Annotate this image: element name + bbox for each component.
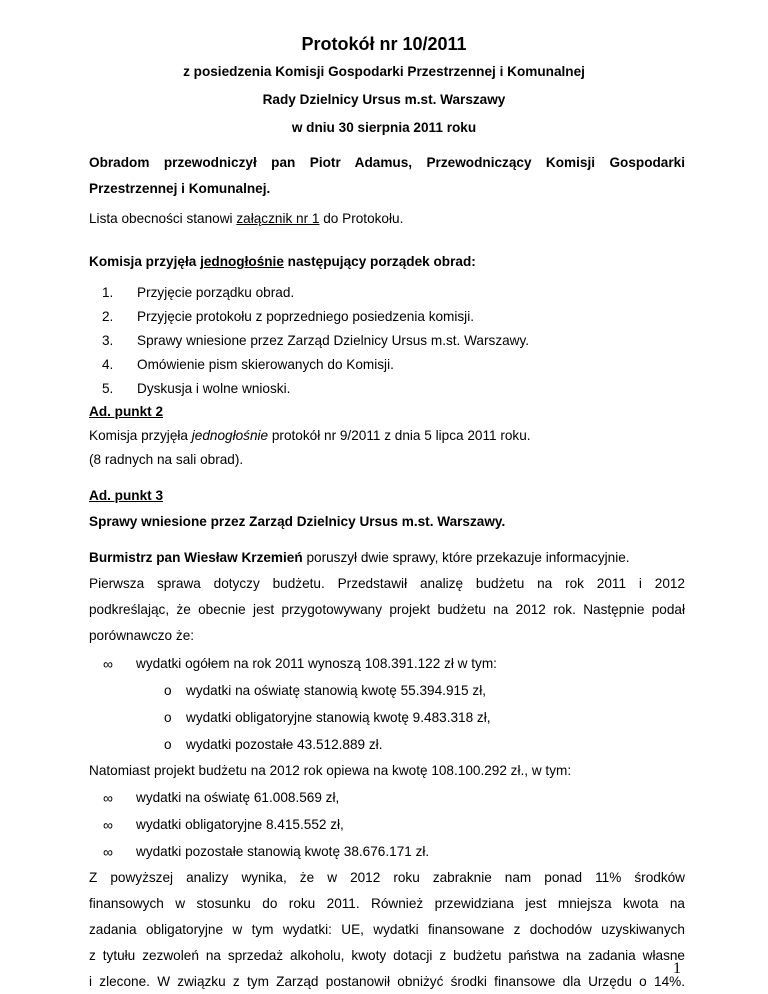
attendance-post: do Protokołu. <box>319 211 404 226</box>
agenda-item-number: 2. <box>102 309 114 324</box>
circle-bullet-icon: o <box>164 737 172 752</box>
sub-bullet-item <box>164 683 684 703</box>
point-3-heading: Ad. punkt 3 <box>89 488 164 503</box>
infinity-bullet-icon: ∞ <box>103 844 113 860</box>
agenda-item <box>89 357 689 377</box>
agenda-item <box>89 333 689 353</box>
sub-bullet-text: wydatki obligatoryjne stanowią kwotę 9.483.318 zł, <box>186 710 491 725</box>
analysis-line-3: zadania obligatoryjne w tym wydatki: UE, wydatki finansowane z dochodów uzyskiwanych <box>89 922 685 937</box>
bullet-item <box>103 817 683 837</box>
agenda-item-number: 5. <box>102 381 114 396</box>
attendance-line <box>89 211 685 226</box>
agenda-lead-post: następujący porządek obrad: <box>283 254 476 269</box>
sub-bullet-text: wydatki pozostałe 43.512.889 zł. <box>186 737 383 752</box>
point-2-pre: Komisja przyjęła <box>89 428 192 443</box>
infinity-bullet-icon: ∞ <box>103 817 113 833</box>
point-2-post: protokół nr 9/2011 z dnia 5 lipca 2011 roku. <box>268 428 531 443</box>
point-3-subheading: Sprawy wniesione przez Zarząd Dzielnicy Ursus m.st. Warszawy. <box>89 514 506 529</box>
circle-bullet-icon: o <box>164 683 172 698</box>
subtitle-line-1: z posiedzenia Komisji Gospodarki Przestrzennej i Komunalnej <box>183 64 585 79</box>
infinity-bullet-icon: ∞ <box>103 790 113 806</box>
subtitle-line-2: Rady Dzielnicy Ursus m.st. Warszawy <box>262 92 506 107</box>
agenda-item-text: Omówienie pism skierowanych do Komisji. <box>137 357 394 372</box>
point-2-line-2: (8 radnych na sali obrad). <box>89 452 244 467</box>
agenda-item-number: 3. <box>102 333 114 348</box>
mayor-name: Burmistrz pan Wiesław Krzemień <box>89 550 303 565</box>
budget-para-line-3: porównawczo że: <box>89 628 195 643</box>
infinity-bullet-icon: ∞ <box>103 656 113 672</box>
analysis-line-2: finansowych w stosunku do roku 2011. Również przewidziana jest mniejsza kwota na <box>89 896 685 911</box>
budget-para-line-2: podkreślając, że obecnie jest przygotowywany projekt budżetu na 2012 rok. Następnie podał <box>89 602 685 617</box>
mayor-rest: poruszył dwie sprawy, które przekazuje informacyjnie. <box>302 550 630 565</box>
chair-line-2: Przestrzennej i Komunalnej. <box>89 181 271 196</box>
bullet-text: wydatki pozostałe stanowią kwotę 38.676.171 zł. <box>136 844 430 859</box>
bullet-item <box>103 844 683 864</box>
project-budget-line: Natomiast projekt budżetu na 2012 rok opiewa na kwotę 108.100.292 zł., w tym: <box>89 763 572 778</box>
attachment-link[interactable]: załącznik nr 1 <box>236 211 320 226</box>
circle-bullet-icon: o <box>164 710 172 725</box>
analysis-line-5: i zlecone. W związku z tym Zarząd postanowił obniżyć środki finansowe dla Urzędu o 14%. <box>89 974 685 989</box>
budget-para-line-1: Pierwsza sprawa dotyczy budżetu. Przedstawił analizę budżetu na rok 2011 i 2012 <box>89 576 685 591</box>
agenda-lead <box>89 254 685 269</box>
document-title: Protokół nr 10/2011 <box>301 34 467 54</box>
agenda-item-number: 4. <box>102 357 114 372</box>
bullet-item <box>103 790 683 810</box>
sub-bullet-item <box>164 737 684 757</box>
agenda-item-text: Przyjęcie protokołu z poprzedniego posiedzenia komisji. <box>137 309 475 324</box>
mayor-line <box>89 550 685 565</box>
analysis-line-1: Z powyższej analizy wynika, że w 2012 roku zabraknie nam ponad 11% środków <box>89 870 685 885</box>
sub-bullet-item <box>164 710 684 730</box>
agenda-item-text: Sprawy wniesione przez Zarząd Dzielnicy Ursus m.st. Warszawy. <box>137 333 530 348</box>
point-2-line-1 <box>89 428 685 443</box>
bullet-text: wydatki obligatoryjne 8.415.552 zł, <box>136 817 344 832</box>
sub-bullet-text: wydatki na oświatę stanowią kwotę 55.394.915 zł, <box>186 683 486 698</box>
analysis-line-4: z tytułu zezwoleń na sprzedaż alkoholu, kwoty dotacji z budżetu państwa na zadania własne <box>89 948 685 963</box>
agenda-item-number: 1. <box>102 285 114 300</box>
agenda-lead-pre: Komisja przyjęła <box>89 254 201 269</box>
page-number: 1 <box>673 960 681 977</box>
agenda-item <box>89 309 689 329</box>
subtitle-line-3: w dniu 30 sierpnia 2011 roku <box>291 120 477 135</box>
bullet-text: wydatki na oświatę 61.008.569 zł, <box>136 790 340 805</box>
attendance-pre: Lista obecności stanowi <box>89 211 237 226</box>
agenda-item-text: Dyskusja i wolne wnioski. <box>137 381 291 396</box>
chair-line-1: Obradom przewodniczył pan Piotr Adamus, Przewodniczący Komisji Gospodarki <box>89 155 685 170</box>
point-2-unanimous: jednogłośnie <box>191 428 269 443</box>
agenda-item-text: Przyjęcie porządku obrad. <box>137 285 295 300</box>
agenda-lead-unanimous: jednogłośnie <box>200 254 284 269</box>
point-2-heading: Ad. punkt 2 <box>89 404 164 419</box>
agenda-item <box>89 381 689 401</box>
agenda-item <box>89 285 689 305</box>
bullet-item <box>103 656 683 676</box>
bullet-text: wydatki ogółem na rok 2011 wynoszą 108.391.122 zł w tym: <box>136 656 497 671</box>
